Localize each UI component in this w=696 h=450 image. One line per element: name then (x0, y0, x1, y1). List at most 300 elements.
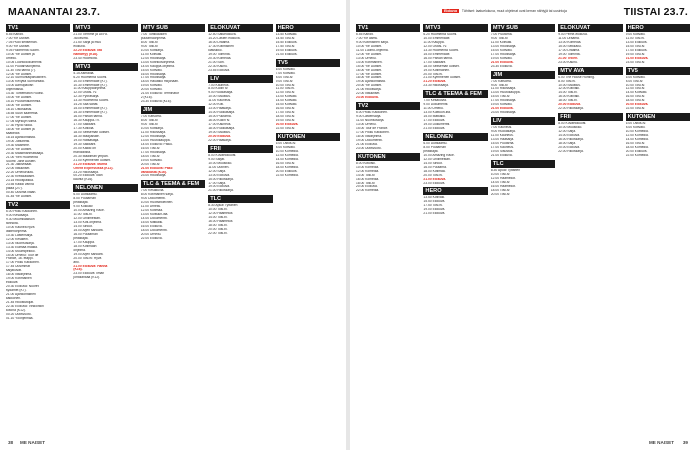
program-listing: 6.00 Pikku Kakkonen. (356, 111, 388, 115)
program-listing: 15.00 Yle Uutiset. (6, 96, 32, 100)
program-listing: 16.00 Puutarha. (423, 165, 447, 169)
program-listing: 17.30 Kotiolla. (73, 127, 95, 131)
program-listing: 17.00 Elokuva. (625, 48, 648, 52)
program-listing: urheilu. (6, 56, 17, 60)
program-listing: 11.00 Kauneus. (490, 134, 514, 138)
program-listing: 9.00 Ruokasarja. (208, 91, 234, 95)
program-listing: 21.00 Elokuva. (490, 153, 513, 157)
program-listing: 13.00 Kulttuuri-ilta. (140, 213, 169, 217)
program-listing: 18.00 Tosi-tv. (558, 99, 578, 103)
left-page-number: 38 (8, 440, 14, 445)
program-listing: 7.00 Katsomo. (140, 115, 163, 119)
program-listing: 19.00 Sisustus. (490, 149, 514, 153)
program-listing: pelastajat. (73, 201, 89, 205)
program-listing: 18.00 Tosi-tv. (208, 224, 228, 228)
program-listing: 8.00 Kotiväki. (275, 145, 296, 149)
program-listing: 21.00 Ylen Huomenta (6, 155, 38, 159)
program-listing: 11.00 Rikossarja. (490, 87, 517, 91)
program-listing: 22.30 Kreikkalaiset. (6, 175, 35, 179)
program-listing: 22.00 Tosi-tv. (625, 107, 645, 111)
highlighted-program-listing: Orient Expressissä (K12). (73, 166, 114, 170)
program-listing: 10.00 Muusikko. (558, 126, 583, 130)
program-listing: 23.00 Elokuva: Ilman (73, 272, 105, 276)
program-listing: 14.00 Tosi-tv. (558, 91, 578, 95)
program-listing: 19.00 Kotiväki. (140, 158, 163, 162)
program-listing: 10.00 Kotisarja. (140, 127, 164, 131)
channel-title: NELONEN (423, 133, 487, 141)
program-listing: 18.00 Iltaohjelma. (6, 273, 33, 277)
program-listing: 12.00 Kesäleiri. (6, 237, 29, 241)
program-listing: sarjakuvat. (6, 269, 22, 273)
program-listing: 23.40 Huomiota. (73, 56, 98, 60)
program-listing: 19.00 Juttuhetki. (6, 139, 31, 143)
program-listing: 18.00 Ruokasarja. (208, 127, 235, 131)
program-listing: 16.00 Tosi-tv. (275, 107, 295, 111)
program-listing: 22.00 Tosi-tv. (275, 127, 295, 131)
program-listing: 16.00 Tosi-tv. (625, 141, 645, 145)
program-listing: 14.00 Elokuva. (558, 134, 581, 138)
program-listing: 10.30 Emmerdale (K7). (73, 83, 108, 87)
program-listing: 16.10 Ostoskassi. (6, 108, 33, 112)
program-listing: 17.00 Kauneus. (208, 123, 232, 127)
program-listing: 20.30 Komedia. (208, 56, 232, 60)
program-listing: 21.45 Rikostutkijat. (6, 300, 34, 304)
program-listing: 23.55 Elokuva. (208, 68, 231, 72)
program-listing: 16.30 Kauppa-TV. (73, 119, 100, 123)
program-listing: 10.00 Yle Uutiset. (356, 44, 382, 48)
program-listing: 11.00 Kauneus. (208, 99, 232, 103)
program-listing: 13.00 Hääsarja. (208, 107, 232, 111)
program-listing: 13.30 Elämää maalla. (6, 245, 38, 249)
highlighted-program-listing: 21.00 Elokuva: Pako (140, 166, 173, 170)
program-listing: 12.00 Tosi-tv. (275, 91, 295, 95)
program-listing: 6.00 Uutisaamu. (73, 193, 98, 197)
program-listing: 15.00 Emmerdale (K7). (73, 107, 108, 111)
program-listing: puutarhaohjelma. (140, 36, 167, 40)
program-listing: 12.00 Tosi-tv. (625, 87, 645, 91)
program-listing: 9.00 Dokumentti. (423, 103, 449, 107)
program-listing: 19.30 Salkkarit. (73, 142, 97, 146)
program-listing: 20.00 Kaikki on (73, 146, 96, 150)
program-listing: 13.00 Kulttuuri-ilta. (423, 111, 451, 115)
highlighted-program-listing: 21.00 Elokuva. (490, 107, 514, 111)
channel-title: TV5 (276, 59, 340, 67)
program-listing: 18.00 Dokumentti. (140, 228, 168, 232)
program-listing: 15.00 Matkailu. (140, 221, 164, 225)
program-listing: 9.30 Muumilaakson (6, 217, 35, 221)
program-listing: 23.55 Kaikki vanha (6, 183, 34, 187)
program-listing: 14.00 Aamupäivän (6, 84, 34, 88)
program-listing: 12.00 Koti. (208, 103, 224, 107)
program-listing: 13.50 Kotiväki. (423, 196, 446, 200)
program-listing: 6.00 Uutisaamu. (423, 141, 448, 145)
program-listing: 21.00 Kymmenen uutiset. (73, 158, 111, 162)
program-listing: 12.00 Häämekot. (208, 212, 234, 216)
program-listing: 21.00 Scifi. (208, 60, 225, 64)
program-listing: 7.00 Tuntikausien (140, 33, 167, 36)
highlighted-program-listing: 22.20 Elokuva: Ilta (73, 48, 102, 52)
program-listing: 23.00 Kauhu. (558, 60, 578, 64)
program-listing: 17.00 Kauppa. (73, 240, 95, 244)
channel-title: JIM (141, 106, 205, 114)
program-listing: 20.00 Tosi-tv. (208, 228, 228, 232)
program-listing: 14.30 Tuntematon Ruotsi. (6, 92, 44, 96)
program-listing: 10.00 Tosi-tv. (208, 208, 228, 212)
program-listing: 15.00 Puutarha. (208, 115, 232, 119)
program-listing: 20.00 Yle Uutiset. (6, 147, 32, 151)
program-listing: 10.05 Luontodokumentti. (6, 60, 43, 64)
program-listing: 17.00 Draama. (558, 48, 581, 52)
channel-title: HERO (276, 24, 340, 32)
program-listing: 12.00 Rikossarja. (140, 56, 167, 60)
channel-title: KUTONEN (356, 153, 420, 161)
channel-title: MTV3 (423, 24, 487, 32)
program-listing: 10.00 Amazing Race. (423, 153, 455, 157)
program-listing: 10.00 Komedia. (625, 130, 649, 134)
program-listing: 15.00 Kotiväki. (490, 48, 513, 52)
program-listing: 16.00 Rikossarja. (558, 138, 584, 142)
program-listing: 14.50 Tosi-tv. (275, 36, 295, 40)
program-listing: Suomi: Jane Austen. (6, 159, 37, 163)
program-listing: 9.00 Tosi-tv. (140, 123, 159, 127)
channel-title: TV2 (6, 201, 70, 209)
program-listing: 21.00 Elokuva. (356, 142, 378, 146)
program-listing: sydämet (K7). (6, 289, 27, 293)
program-listing: 13.00 Kotiväki. (275, 95, 298, 99)
program-listing: elokuva. (73, 44, 86, 48)
program-listing: 15.00 Tosi-tv. (490, 95, 511, 99)
program-listing: 6.55 Kandit. (356, 33, 374, 36)
program-listing: 14.00 Sinkut. (423, 161, 443, 165)
program-listing: 17.00 Pikku Kakkonen. (356, 130, 390, 134)
program-listing: 6.55 Kandit. (6, 33, 24, 36)
program-listing: 15.00 Yle Uutiset. (356, 64, 382, 68)
program-listing: lastenohjelma. (6, 229, 28, 233)
program-listing: 16.00 Tosi-tv. (275, 161, 295, 165)
program-listing: 9.00 Kotimainen sarja. (356, 40, 389, 44)
program-listing: 12.10 Sunnuntaipäivällinen. (6, 76, 47, 80)
program-listing: 23.15 Rikospaikka. (6, 179, 34, 183)
highlighted-program-listing: 21.00 Trilleri. (558, 56, 579, 60)
program-listing: 15.00 Arjen sankarit. (73, 228, 104, 232)
channel-title: TLC & TEEMA & FEM (423, 90, 487, 98)
program-listing: 22.00 Rikossarja. (558, 149, 584, 153)
program-listing: 9.00 Kokkaa! (73, 205, 93, 209)
program-listing: 7.00 Kauneus. (490, 126, 513, 130)
program-listing: 18.00 Tosi-tv. (140, 154, 161, 158)
program-listing: 18.00 Seitsemän uutiset. (73, 130, 110, 134)
channel-title: TLC (208, 195, 272, 203)
program-listing: 11.00 Draama. (558, 36, 580, 40)
program-listing: 8.00 Tosi-tv. (140, 40, 159, 44)
program-listing: palaa (2/7). (6, 187, 23, 191)
program-listing: 13.00 Nuorisosarja. (6, 241, 35, 245)
program-listing: 13.00 Elokuva. (625, 40, 648, 44)
program-listing: 15.00 Matkailu. (423, 115, 446, 119)
program-listing: 18.00 Komedia. (275, 165, 299, 169)
program-listing: 15.10 Puutarhaunelmia. (6, 100, 42, 104)
channel-title: ELOKUVAT (558, 24, 622, 32)
program-listing: 7.05 Puoli seitsemän. (6, 40, 38, 44)
right-page-columns (356, 22, 690, 434)
program-listing: 10.00 Tosi-tv. (490, 172, 511, 176)
program-listing: 19.00 Elokuva. (423, 208, 446, 212)
listing-column (356, 22, 420, 434)
program-listing: 14.00 Ruokasarja. (208, 111, 235, 115)
program-listing: 19.00 Tosi-tv. (275, 119, 295, 123)
program-listing: 21.00 Elokuva. (275, 52, 298, 56)
program-listing: 17.00 Kauneus. (490, 145, 514, 149)
program-listing: 12.00 Ostos-TV. (423, 44, 448, 48)
program-listing: 10.00 Tosi-tv. (275, 83, 295, 87)
channel-title: HERO (626, 24, 690, 32)
program-listing: 14.00 Dokumentti. (140, 217, 168, 221)
program-listing: 12.00 Komedia. (625, 134, 649, 138)
program-listing: johtolankaa (K12). (73, 276, 101, 280)
program-listing: 19.00 Elokuva. (208, 185, 231, 189)
program-listing: 17.00 Yle Uutiset. (356, 72, 382, 76)
program-listing: 11.00 Kotiväki. (140, 52, 163, 56)
program-listing: 17.00 Tosi-tv. (275, 111, 295, 115)
program-listing: 20.00 Kotiväki. (140, 88, 163, 92)
program-listing: 15.00 Kotiväki. (140, 68, 163, 72)
program-listing: 10.00 Muusikko. (208, 161, 233, 165)
program-listing: 23.00 Elokuva. (423, 181, 446, 185)
program-listing: 11.00 Kauppa. (423, 40, 445, 44)
program-listing: 22.20 Urheiluruutu. (6, 171, 35, 175)
program-listing: 19.00 Sisustus. (208, 130, 231, 134)
program-listing: 10.00 Emmerdale (K7). (73, 79, 108, 83)
program-listing: 12.00 Yle Uutiset. (6, 72, 32, 76)
program-listing: 12.00 Komedia. (275, 153, 299, 157)
program-listing: 18.00 Seitsemän uutiset. (423, 64, 460, 68)
highlighted-program-listing: 21.20 Elokuva. (423, 80, 447, 84)
program-listing: 13.00 Kotirikosohjelma. (140, 60, 176, 64)
program-listing: 15.00 Puutarha. (490, 141, 515, 145)
program-listing: 10.00 Kotisarja. (140, 48, 164, 52)
program-listing: 9.00 Perhe-elokuva. (558, 33, 588, 36)
legend-text: Tähtiset: laatuelokuva, muut ohjelmat ovat kerran nähtyjä tai uusintoja (461, 9, 567, 13)
program-listing: 17.50 Tosi-tv. (423, 204, 443, 208)
program-listing: kotona (K12). (6, 308, 26, 312)
program-listing: 10.00 Emmerdale. (423, 36, 451, 40)
program-listing: 22.30 Elokuva: Vihdoinkin (6, 304, 44, 308)
program-listing: 21.00 Elokuva: Terminator (140, 92, 180, 96)
program-listing: 20.00 Tosi-tv. (423, 173, 443, 177)
program-listing: 12.00 Kotimaa. (140, 209, 163, 213)
program-listing: 23.00 Tosi-tv. (625, 60, 645, 64)
program-listing: 14.25 Saa sanat. (73, 103, 99, 107)
program-listing: 14.00 Tosi-tv. (490, 180, 511, 184)
program-listing: 20.00 Tosi-tv. (140, 162, 161, 166)
program-listing: 9.00 Sarjat. (208, 157, 226, 161)
legend-chip: Elokuva (444, 9, 458, 13)
program-listing: 17.30 Kotimainen (208, 44, 234, 48)
channel-title: TV2 (356, 102, 420, 110)
program-listing: 22.00 Elokuva. (140, 236, 163, 240)
program-listing: 7.00 Puutarha. (490, 33, 513, 36)
program-listing: 22.00 Hääsarja. (208, 138, 232, 142)
channel-title: TV1 (356, 24, 420, 32)
program-listing: 15.00 Urheilu: Tour de (6, 253, 39, 257)
program-listing: 9.00 Dokumentti. (140, 197, 166, 201)
program-listing: 14.00 Kotiväki. (275, 99, 298, 103)
program-listing: 9.00 Tosi-tv. (490, 83, 509, 87)
program-listing: 8.00 Tosi-tv. (625, 79, 644, 83)
program-listing: 11.00 Uutinen. (208, 165, 230, 169)
program-listing: 20.00 Elokuva. (275, 169, 298, 173)
program-listing: 20.00 Tosi-tv. (423, 72, 443, 76)
program-listing: 6.00 Ostos-tv. (625, 122, 646, 126)
program-listing: kakkonen. (6, 297, 22, 300)
program-listing: 11.00 Puutarhaohjelma. (6, 64, 41, 68)
program-listing: 19.00 Kotiväki. (490, 103, 513, 107)
program-listing: 12.00 Grillimestari. (423, 157, 451, 161)
channel-title: MTV3 (73, 24, 137, 32)
program-listing: 21.00 Ajankohtainen (6, 293, 36, 297)
program-listing: 13.00 Elokuva. (208, 173, 231, 177)
program-listing: 01.45 Yle Uutiset. (6, 195, 32, 199)
right-page-number: 39 (682, 440, 688, 445)
program-listing: 22.00 Komedia. (275, 173, 299, 177)
program-listing: 12.00 Yle Uutiset. (356, 52, 382, 56)
program-listing: 11.30 Tosi tarina (7). (6, 68, 36, 72)
program-listing: 10.00 Komedia. (275, 149, 299, 153)
program-listing: 22.00 Tosi-tv. (208, 232, 228, 236)
program-listing: 6.20 Huomenta Suomi. (73, 75, 108, 79)
channel-title: TV1 (6, 24, 70, 32)
program-listing: 9.00 Tosi-tv. (490, 36, 509, 40)
program-listing: 6.00 Kotiväki. (275, 67, 296, 71)
program-listing: 19.00 Kotiväki. (140, 84, 163, 88)
program-listing: 2 (K16). (140, 96, 153, 100)
program-listing: 16.00 Kodin tv. (208, 119, 230, 123)
program-listing: 16.00 Puutarhan (73, 232, 98, 236)
program-listing: 6.00 The House Hunting. (558, 75, 595, 79)
program-listing: -tulosvirta. (73, 36, 89, 40)
program-listing: 17.00 Rikossarja. (140, 76, 167, 80)
program-listing: 8.00 Puutarhan (73, 197, 96, 201)
program-listing: 18.00 Tosi-tv. (625, 99, 645, 103)
program-listing: 19.00 Dokumentti. (423, 123, 451, 127)
program-listing: 9.00 Tosi-tv. (275, 79, 294, 83)
program-listing: ohjelmassa. (6, 88, 24, 92)
program-listing: 20.00 Elokuva. (356, 185, 378, 189)
program-listing: 13.00 Huutokauppa. (140, 138, 171, 142)
highlighted-program-listing: 21.20 Elokuva: Murha (73, 162, 108, 166)
program-listing: 22.30 Kauhu. (208, 64, 228, 68)
program-listing: 9.00 Kesäsarja. (6, 213, 29, 217)
program-listing: 23.30 Elokuva. (490, 64, 513, 68)
program-listing: 18.15 Ajankohtaista. (6, 135, 36, 139)
program-listing: 11.00 Urheilu. (140, 205, 162, 209)
program-listing: 12.00 Grillimestari. (73, 217, 101, 221)
highlighted-program-listing: 20.00 Elokuva. (625, 103, 649, 107)
program-listing: 7.00 Kauneus. (208, 83, 230, 87)
program-listing: 19.00 Kotiväki. (490, 56, 513, 60)
program-listing: 16.00 Komedia. (356, 177, 380, 181)
program-listing: 00.40 Uusinta Iltaan. (6, 191, 37, 195)
program-listing: 15.50 Elokuva. (275, 40, 298, 44)
program-listing: 6.00 Ostos-tv. (275, 141, 296, 145)
channel-title: KUTONEN (276, 133, 340, 141)
program-listing: 19.00 Toiminta. (558, 52, 581, 56)
program-listing: 8.00 Tosi-tv. (140, 119, 159, 123)
program-listing: 11.00 Kauppaohjelma. (73, 87, 107, 91)
program-listing: 6.20 Huomenta Suomi. (423, 33, 458, 36)
highlighted-program-listing: (K16). (73, 268, 83, 272)
left-page-title: MAANANTAI 23.7. (8, 6, 101, 18)
program-listing: 20.00 Tosi-tv. (490, 192, 511, 196)
listing-column (208, 22, 272, 434)
program-listing: 11.00 Kotiväki. (490, 40, 513, 44)
program-listing: 12.00 Kotiväki. (558, 87, 580, 91)
program-listing: 16.00 Häämekot. (490, 184, 516, 188)
program-listing: 13.30 Huomenta Suomi. (423, 48, 459, 52)
program-listing: 13.00 Kevyttä Sunnuntaia. (6, 80, 45, 84)
program-listing: 11.00 Nuorisosarja. (356, 119, 385, 123)
left-page-columns (6, 22, 340, 434)
program-listing: 16.55 Suuri saarretila. (6, 112, 39, 116)
program-listing: 17.05 Myrskyn silmä. (6, 119, 37, 123)
program-listing: 10.00 Yle Uutiset ja (6, 52, 35, 56)
program-listing: 23.20 Rikossarja. (73, 170, 99, 174)
listing-column (423, 22, 487, 434)
program-listing: 8.30 Apua! Tyttärien (208, 204, 238, 208)
program-listing: 23.00 Rikossarja. (140, 174, 167, 178)
program-listing: 21.30 Jälkiviisaat. (6, 163, 33, 167)
program-listing: 9.00 Ruokasarja. (490, 130, 516, 134)
channel-title: TLC & TEEMA & FEM (141, 180, 205, 188)
program-listing: 11.00 Tosi-tv. (275, 87, 295, 91)
program-listing: 19.00 Tosi-tv. (625, 52, 645, 56)
program-listing: 13.00 Hääsarja. (490, 138, 515, 142)
program-listing: 15.50 Elokuva. (423, 200, 446, 204)
program-listing: 12.00 Sarja. (208, 169, 226, 173)
program-listing: 8.00 Kotimainen sarja. (140, 193, 174, 197)
channel-title: FRII (558, 113, 622, 121)
program-listing: 7.00 Kotiväki. (275, 71, 296, 75)
channel-title: NELONEN (73, 184, 137, 192)
program-listing: ohjelma. (73, 248, 86, 252)
program-listing: 8.00 Kotiväki. (356, 161, 376, 165)
highlighted-program-listing: hämärtyy (K16). (73, 52, 99, 56)
program-listing: 13.00 Koti-ohjelma. (73, 221, 102, 225)
program-listing: 17.00 Elokuva. (423, 119, 446, 123)
program-listing: 8.00 Kodin tv. (208, 87, 229, 91)
program-listing: 14.20 Lasten elokuva. (208, 36, 241, 40)
program-listing: 15.00 Tosi-tv. (625, 44, 645, 48)
program-listing: 10.00 Ruotsinkielinen. (140, 201, 174, 205)
program-listing: 13.00 Rikossarja. (490, 44, 517, 48)
program-listing: tarinoita. (6, 221, 19, 225)
program-listing: elokuva: (6, 281, 19, 285)
channel-title: MTV AVA (558, 67, 622, 75)
left-page-footer (8, 437, 338, 445)
program-listing: 22.00 Komedia. (356, 189, 380, 193)
program-listing: 7.00 Kesäkuvia. (423, 99, 447, 103)
program-listing: 12.00 Rikossarja. (140, 134, 167, 138)
program-listing: 14.00 Komedia. (275, 157, 299, 161)
left-page (0, 0, 346, 450)
highlighted-program-listing: 21.00 Elokuva: Hanna (73, 264, 108, 268)
highlighted-program-listing: 20.00 Elokuva. (208, 134, 231, 138)
program-listing: pelastajat. (423, 149, 439, 153)
channel-title: LIV (491, 117, 555, 125)
channel-title: JIM (491, 71, 555, 79)
program-listing: 13.00 Huutokauppa. (490, 91, 521, 95)
program-listing: 11.00 Tosi-tv. (73, 213, 93, 217)
